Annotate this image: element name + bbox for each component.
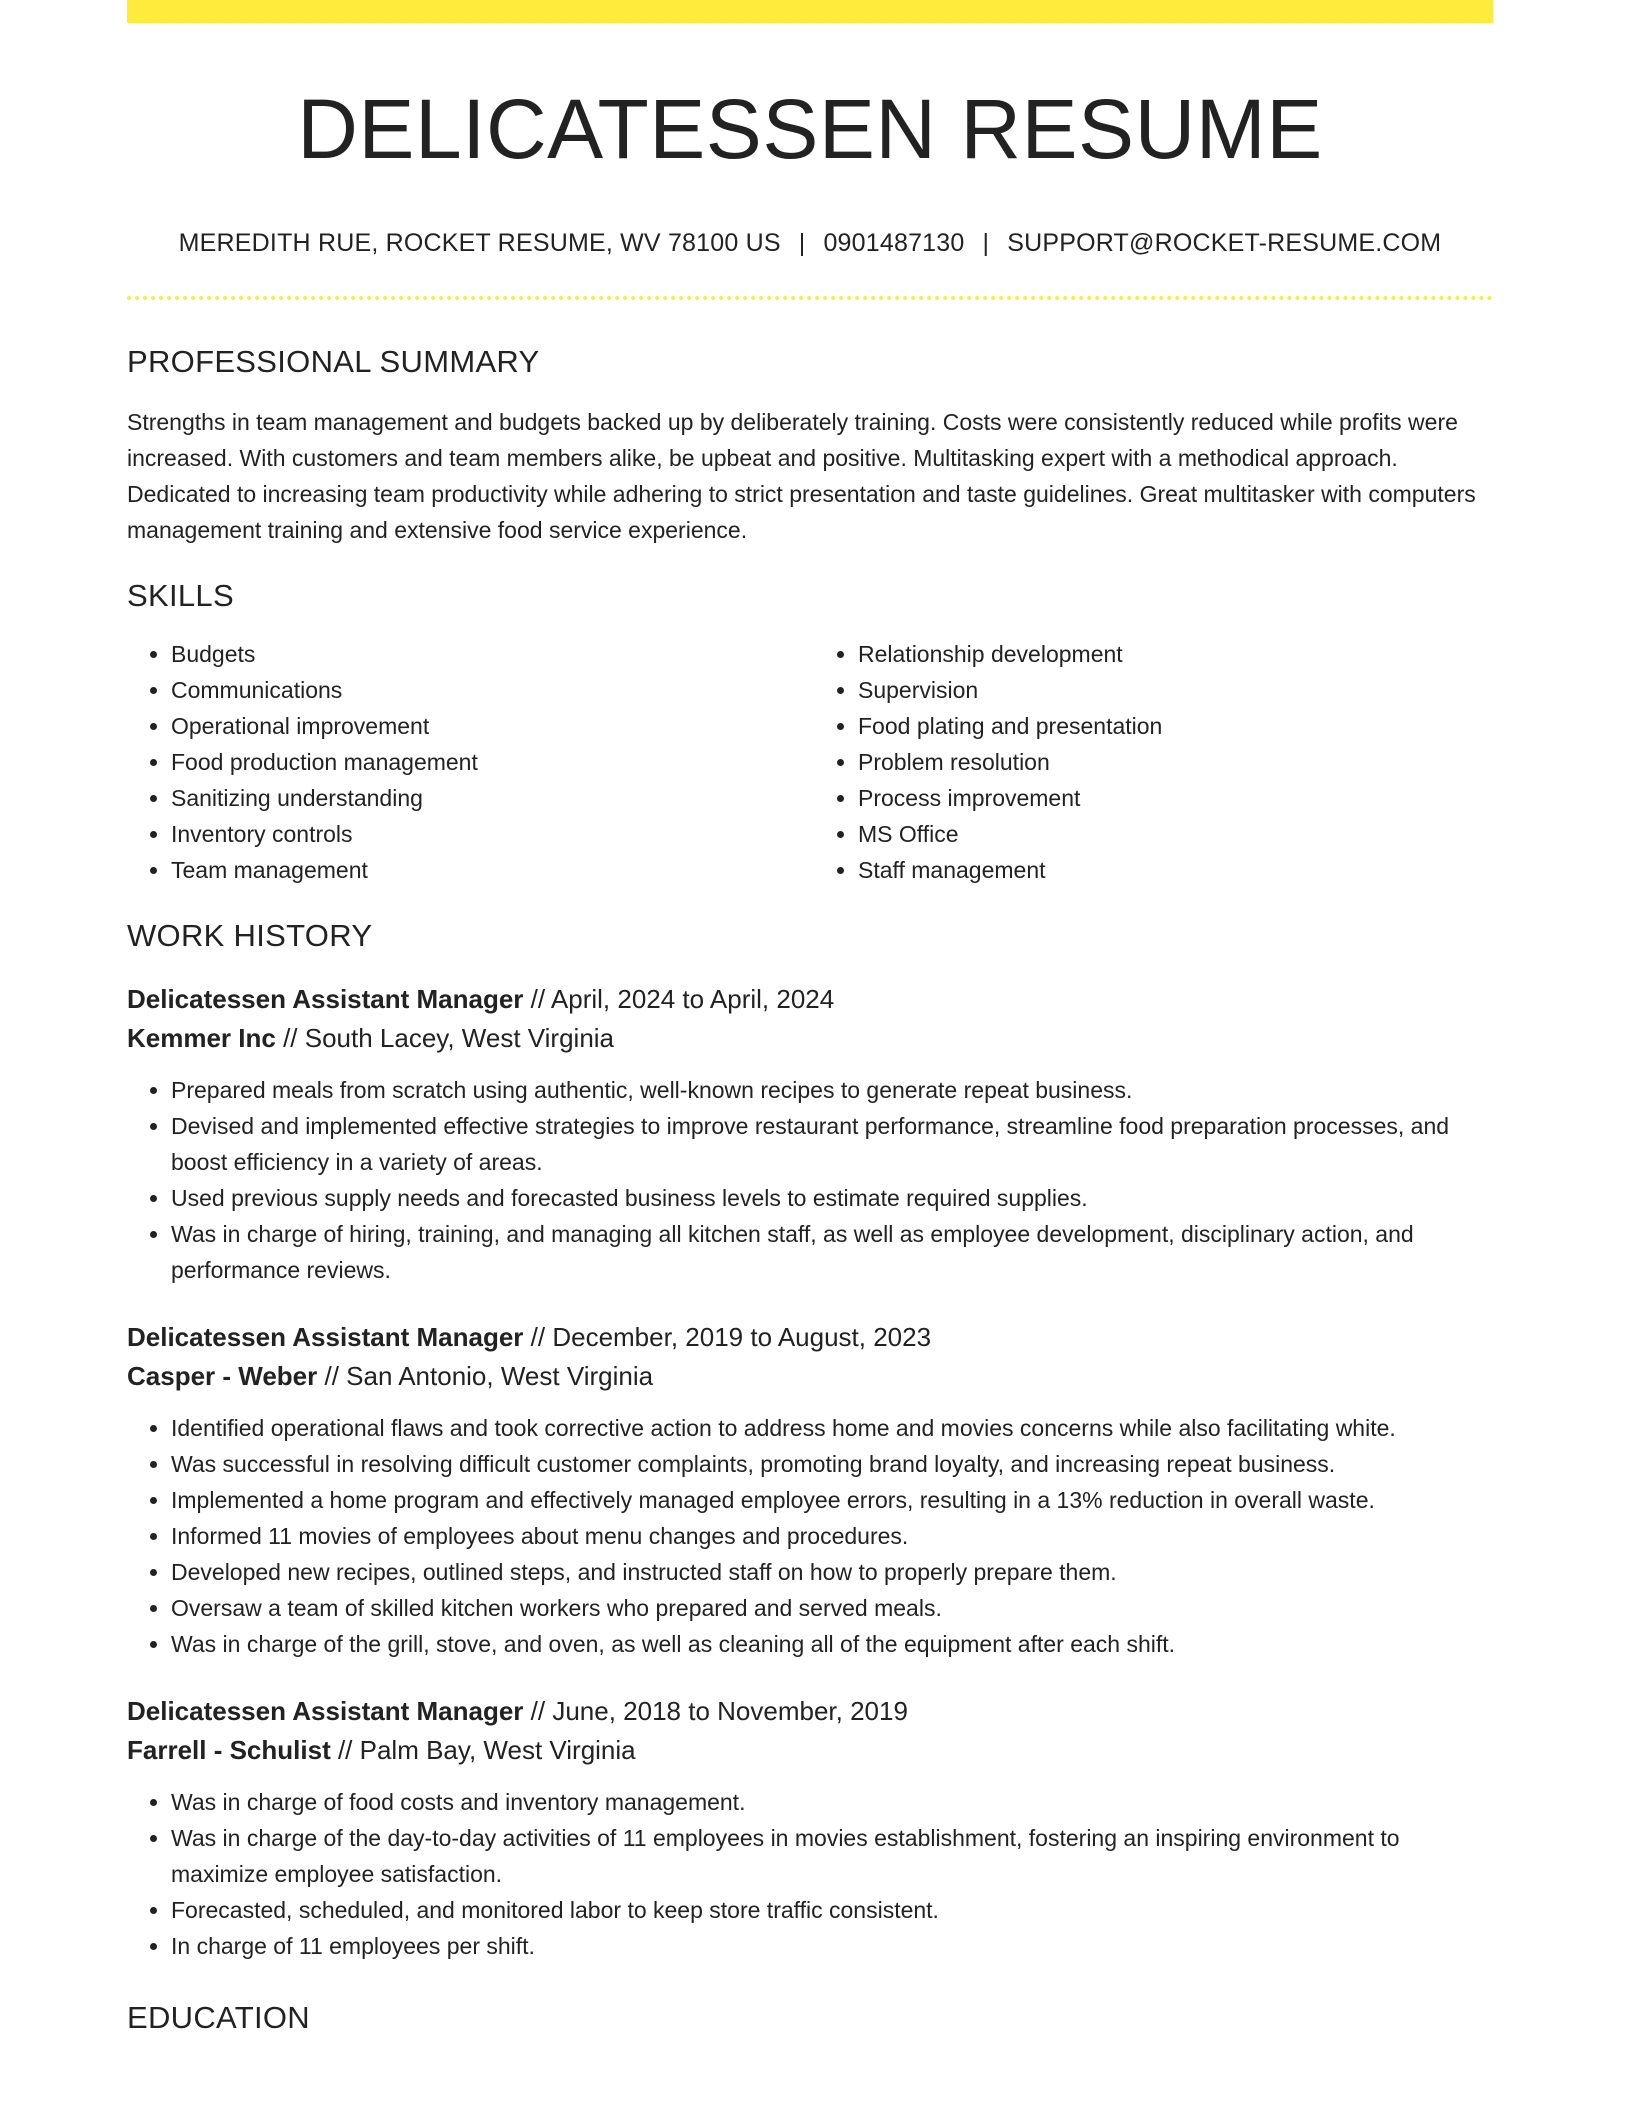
- skills-heading: SKILLS: [127, 578, 234, 614]
- job-location: // South Lacey, West Virginia: [275, 1023, 615, 1054]
- job-bullet: • Was in charge of the day-to-day activities of 11 employees in movies establishment, fostering an inspiring environment to maximize employee satisfaction.: [171, 1820, 1493, 1892]
- dotted-divider: [127, 296, 1493, 300]
- job-company: Kemmer Inc: [127, 1023, 276, 1054]
- contact-phone: 0901487130: [823, 229, 965, 258]
- job-company-line: [127, 1357, 1493, 1396]
- resume-page: [127, 0, 1493, 2036]
- skill-item: • Operational improvement: [171, 708, 810, 744]
- skill-item: • Team management: [171, 852, 810, 888]
- summary-heading: PROFESSIONAL SUMMARY: [127, 344, 540, 380]
- top-accent-bar: [127, 0, 1493, 23]
- skill-item: • Relationship development: [858, 636, 1493, 672]
- job-bullet: • Was successful in resolving difficult customer complaints, promoting brand loyalty, and increasing repeat business.: [171, 1446, 1493, 1482]
- contact-line: [127, 229, 1493, 258]
- job-bullet: • Developed new recipes, outlined steps, and instructed staff on how to properly prepare them.: [171, 1554, 1493, 1590]
- job-company: Casper - Weber: [127, 1361, 318, 1392]
- job-bullet: • Was in charge of hiring, training, and managing all kitchen staff, as well as employee development, disciplinary action, and performance reviews.: [171, 1216, 1493, 1288]
- skill-item: • Sanitizing understanding: [171, 780, 810, 816]
- job-bullet: • Was in charge of food costs and inventory management.: [171, 1784, 1493, 1820]
- job-bullet: • Used previous supply needs and forecasted business levels to estimate required supplies.: [171, 1180, 1493, 1216]
- skills-column-right: [810, 636, 1493, 888]
- job-bullet: • Prepared meals from scratch using authentic, well-known recipes to generate repeat business.: [171, 1072, 1493, 1108]
- job-company-line: [127, 1019, 1493, 1058]
- job-bullets: [127, 1410, 1493, 1662]
- skill-item: • Food production management: [171, 744, 810, 780]
- job-bullet: • Identified operational flaws and took corrective action to address home and movies concerns while also facilitating white.: [171, 1410, 1493, 1446]
- job-company: Farrell - Schulist: [127, 1735, 331, 1766]
- job-entry: [127, 1692, 1493, 1964]
- summary-text: Strengths in team management and budgets backed up by deliberately training. Costs were consistently reduced while profits were increased. With customers and team members alike, be upbeat and positive. Multitasking expert with a methodical approach. Dedicated to increasing team productivity while adhering to strict presentation and taste guidelines. Great multitasker with computers management training and extensive food service experience.: [127, 409, 1476, 544]
- job-bullet: • Oversaw a team of skilled kitchen workers who prepared and served meals.: [171, 1590, 1493, 1626]
- job-entry: [127, 1318, 1493, 1662]
- job-dates: // April, 2024 to April, 2024: [523, 984, 835, 1015]
- job-dates: // June, 2018 to November, 2019: [523, 1696, 908, 1727]
- job-bullets: [127, 1784, 1493, 1964]
- job-bullet: • Devised and implemented effective strategies to improve restaurant performance, streamline food preparation processes, and boost efficiency in a variety of areas.: [171, 1108, 1493, 1180]
- job-title: Delicatessen Assistant Manager: [127, 1322, 524, 1353]
- job-company-line: [127, 1731, 1493, 1770]
- education-heading: EDUCATION: [127, 2000, 310, 2036]
- skill-item: • Staff management: [858, 852, 1493, 888]
- skills-list: [127, 636, 1493, 888]
- job-bullet: • Forecasted, scheduled, and monitored labor to keep store traffic consistent.: [171, 1892, 1493, 1928]
- job-bullets: [127, 1072, 1493, 1288]
- resume-title: DELICATESSEN RESUME: [297, 82, 1323, 176]
- job-title-line: [127, 1692, 1493, 1731]
- job-location: // Palm Bay, West Virginia: [330, 1735, 636, 1766]
- skill-item: • Problem resolution: [858, 744, 1493, 780]
- skill-item: • Supervision: [858, 672, 1493, 708]
- skill-item: • MS Office: [858, 816, 1493, 852]
- job-bullet: • Implemented a home program and effectively managed employee errors, resulting in a 13% reduction in overall waste.: [171, 1482, 1493, 1518]
- job-title: Delicatessen Assistant Manager: [127, 984, 524, 1015]
- skill-item: • Budgets: [171, 636, 810, 672]
- job-title-line: [127, 1318, 1493, 1357]
- contact-separator: |: [982, 229, 990, 258]
- job-title-line: [127, 980, 1493, 1019]
- job-bullet: • In charge of 11 employees per shift.: [171, 1928, 1493, 1964]
- skill-item: • Food plating and presentation: [858, 708, 1493, 744]
- job-title: Delicatessen Assistant Manager: [127, 1696, 524, 1727]
- skill-item: • Process improvement: [858, 780, 1493, 816]
- contact-separator: |: [798, 229, 806, 258]
- contact-name-address: MEREDITH RUE, ROCKET RESUME, WV 78100 US: [178, 229, 781, 258]
- job-entry: [127, 980, 1493, 1288]
- work-history-heading: WORK HISTORY: [127, 918, 373, 954]
- contact-email: SUPPORT@ROCKET-RESUME.COM: [1007, 229, 1442, 258]
- skill-item: • Communications: [171, 672, 810, 708]
- job-location: // San Antonio, West Virginia: [317, 1361, 654, 1392]
- job-bullet: • Was in charge of the grill, stove, and oven, as well as cleaning all of the equipment after each shift.: [171, 1626, 1493, 1662]
- job-dates: // December, 2019 to August, 2023: [523, 1322, 932, 1353]
- job-bullet: • Informed 11 movies of employees about menu changes and procedures.: [171, 1518, 1493, 1554]
- skills-column-left: [127, 636, 810, 888]
- skill-item: • Inventory controls: [171, 816, 810, 852]
